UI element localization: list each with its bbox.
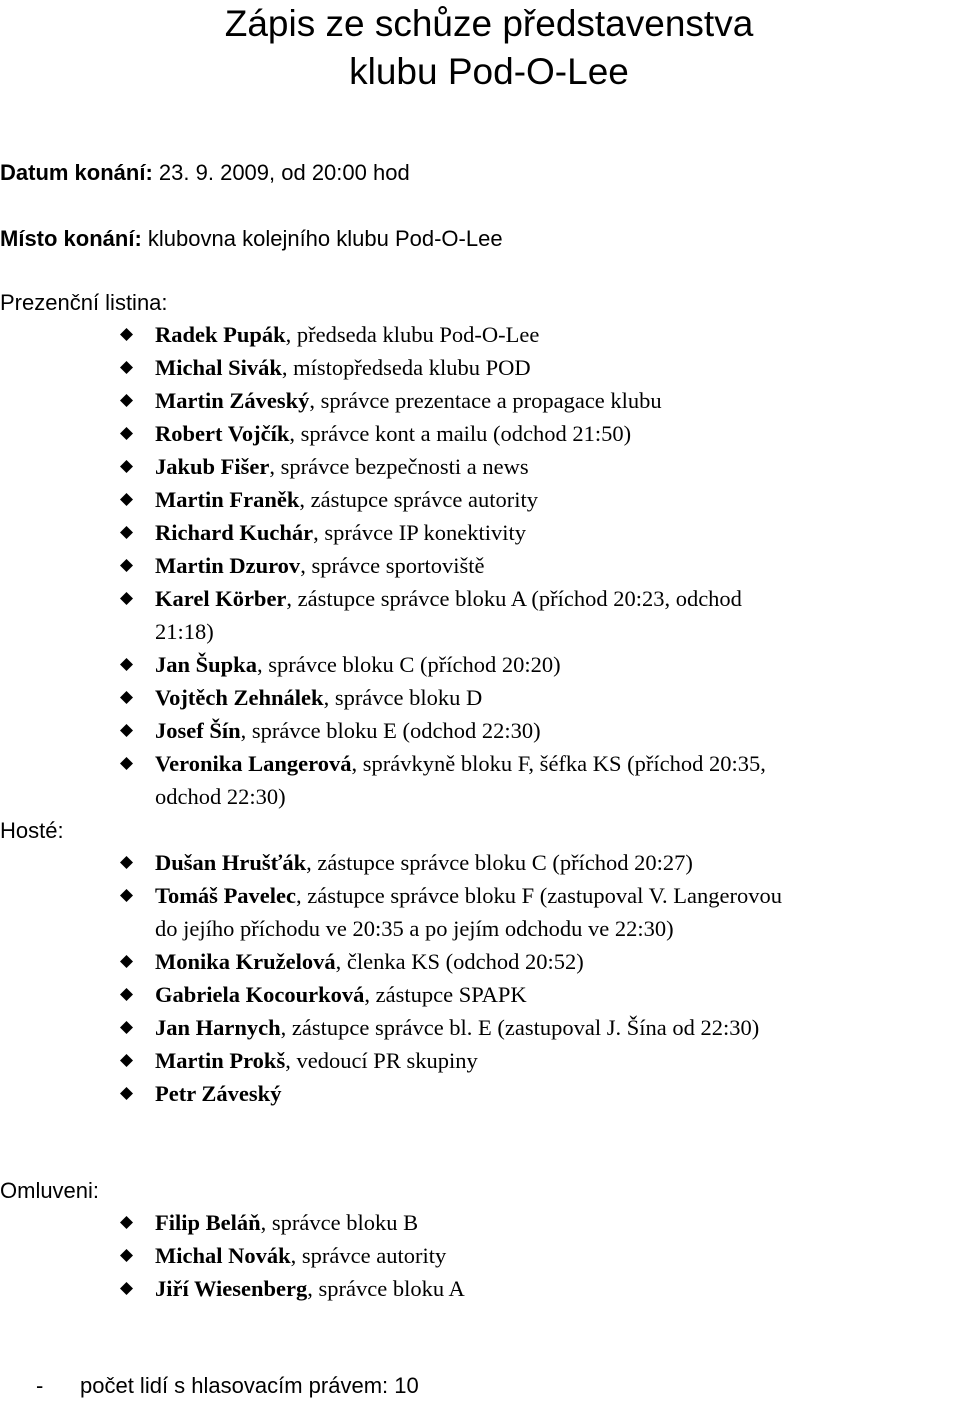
list-item — [0, 1044, 805, 1077]
person-role: , správce kont a mailu (odchod 21:50) — [289, 421, 632, 446]
diamond-bullet-icon — [120, 1021, 133, 1034]
person-name: Filip Beláň — [155, 1210, 261, 1235]
person-role: , správce bloku A — [307, 1276, 465, 1301]
footer-dash: - — [36, 1373, 44, 1398]
diamond-bullet-icon — [120, 1249, 133, 1262]
person-role: , zástupce správce bl. E (zastupoval J. Šína od 22:30) — [280, 1015, 760, 1040]
person-name: Gabriela Kocourková — [155, 982, 365, 1007]
meeting-date-label: Datum konání: — [0, 160, 153, 185]
diamond-bullet-icon — [120, 559, 133, 572]
diamond-bullet-icon — [120, 955, 133, 968]
page-title — [0, 0, 960, 96]
person-name: Jiří Wiesenberg — [155, 1276, 308, 1301]
person-role: , správce bloku C (příchod 20:20) — [256, 652, 561, 677]
meeting-date-value: 23. 9. 2009, od 20:00 hod — [158, 160, 410, 185]
person-role: , správce bloku B — [260, 1210, 419, 1235]
person-name: Tomáš Pavelec — [155, 883, 297, 908]
diamond-bullet-icon — [120, 1216, 133, 1229]
person-name: Karel Körber — [155, 586, 287, 611]
person-role: , správce autority — [290, 1243, 447, 1268]
list-item — [0, 879, 805, 945]
person-role: , předseda klubu Pod-O-Lee — [285, 322, 540, 347]
person-role: , správce bloku E (odchod 22:30) — [240, 718, 541, 743]
person-role: , zástupce správce bloku A (příchod 20:23, odchod 21:18) — [155, 586, 742, 644]
person-role: , zástupce správce bloku F (zastupoval V. Langerovou do jejího příchodu ve 20:35 a po jejím odchodu ve 22:30) — [155, 883, 782, 941]
person-name: Michal Sivák — [155, 355, 282, 380]
attendance-list — [0, 318, 805, 813]
diamond-bullet-icon — [120, 427, 133, 440]
list-item — [0, 1239, 805, 1272]
list-item — [0, 483, 805, 516]
list-item — [0, 1011, 805, 1044]
excused-label: Omluveni: — [0, 1178, 100, 1203]
list-item — [0, 1077, 805, 1110]
list-item — [0, 714, 805, 747]
list-item — [0, 846, 805, 879]
diamond-bullet-icon — [120, 361, 133, 374]
voting-count-text: počet lidí s hlasovacím právem: 10 — [80, 1373, 419, 1398]
meeting-place-value: klubovna kolejního klubu Pod-O-Lee — [147, 226, 503, 251]
person-name: Jan Harnych — [155, 1015, 281, 1040]
meeting-place-label: Místo konání: — [0, 226, 142, 251]
person-role: , zástupce správce bloku C (příchod 20:27) — [306, 850, 693, 875]
person-name: Martin Franěk — [155, 487, 300, 512]
diamond-bullet-icon — [120, 1282, 133, 1295]
list-item — [0, 351, 805, 384]
diamond-bullet-icon — [120, 394, 133, 407]
list-item — [0, 978, 805, 1011]
person-name: Veronika Langerová — [155, 751, 352, 776]
diamond-bullet-icon — [120, 1054, 133, 1067]
person-name: Richard Kuchár — [155, 520, 314, 545]
person-role: , správce IP konektivity — [313, 520, 527, 545]
guests-list — [0, 846, 805, 1110]
list-item — [0, 384, 805, 417]
person-role: , vedoucí PR skupiny — [285, 1048, 478, 1073]
person-role: , správce prezentace a propagace klubu — [309, 388, 662, 413]
diamond-bullet-icon — [120, 1087, 133, 1100]
diamond-bullet-icon — [120, 328, 133, 341]
guests-label: Hosté: — [0, 818, 64, 843]
list-item — [0, 450, 805, 483]
person-name: Petr Záveský — [155, 1081, 282, 1106]
list-item — [0, 1272, 805, 1305]
diamond-bullet-icon — [120, 658, 133, 671]
person-name: Martin Záveský — [155, 388, 310, 413]
diamond-bullet-icon — [120, 691, 133, 704]
list-item — [0, 417, 805, 450]
meeting-place — [0, 226, 503, 252]
list-item — [0, 549, 805, 582]
person-role: , správce sportoviště — [300, 553, 485, 578]
person-name: Jakub Fišer — [155, 454, 270, 479]
person-role: , členka KS (odchod 20:52) — [335, 949, 584, 974]
diamond-bullet-icon — [120, 592, 133, 605]
voting-count-note — [36, 1371, 419, 1401]
diamond-bullet-icon — [120, 460, 133, 473]
list-item — [0, 681, 805, 714]
list-item — [0, 648, 805, 681]
list-item — [0, 747, 805, 813]
list-item — [0, 1206, 805, 1239]
page-title-line-2: klubu Pod-O-Lee — [349, 51, 629, 92]
diamond-bullet-icon — [120, 493, 133, 506]
diamond-bullet-icon — [120, 526, 133, 539]
list-item — [0, 318, 805, 351]
person-name: Dušan Hrušťák — [155, 850, 307, 875]
diamond-bullet-icon — [120, 988, 133, 1001]
diamond-bullet-icon — [120, 757, 133, 770]
diamond-bullet-icon — [120, 889, 133, 902]
page-title-line-1: Zápis ze schůze představenstva — [224, 3, 754, 44]
excused-list — [0, 1206, 805, 1305]
diamond-bullet-icon — [120, 724, 133, 737]
person-name: Robert Vojčík — [155, 421, 290, 446]
list-item — [0, 516, 805, 549]
person-name: Radek Pupák — [155, 322, 286, 347]
person-name: Monika Kruželová — [155, 949, 336, 974]
person-name: Jan Šupka — [155, 652, 257, 677]
person-name: Martin Prokš — [155, 1048, 286, 1073]
person-name: Josef Šín — [155, 718, 241, 743]
person-role: , správce bloku D — [323, 685, 483, 710]
person-role: , správce bezpečnosti a news — [269, 454, 529, 479]
attendance-label: Prezenční listina: — [0, 290, 168, 315]
person-role: , správkyně bloku F, šéfka KS (příchod 20:35, odchod 22:30) — [155, 751, 766, 809]
person-role: , zástupce SPAPK — [364, 982, 527, 1007]
person-name: Martin Dzurov — [155, 553, 301, 578]
meeting-date — [0, 160, 410, 186]
diamond-bullet-icon — [120, 856, 133, 869]
list-item — [0, 945, 805, 978]
list-item — [0, 582, 805, 648]
person-name: Michal Novák — [155, 1243, 291, 1268]
person-role: , místopředseda klubu POD — [281, 355, 531, 380]
person-role: , zástupce správce autority — [299, 487, 539, 512]
person-name: Vojtěch Zehnálek — [155, 685, 324, 710]
